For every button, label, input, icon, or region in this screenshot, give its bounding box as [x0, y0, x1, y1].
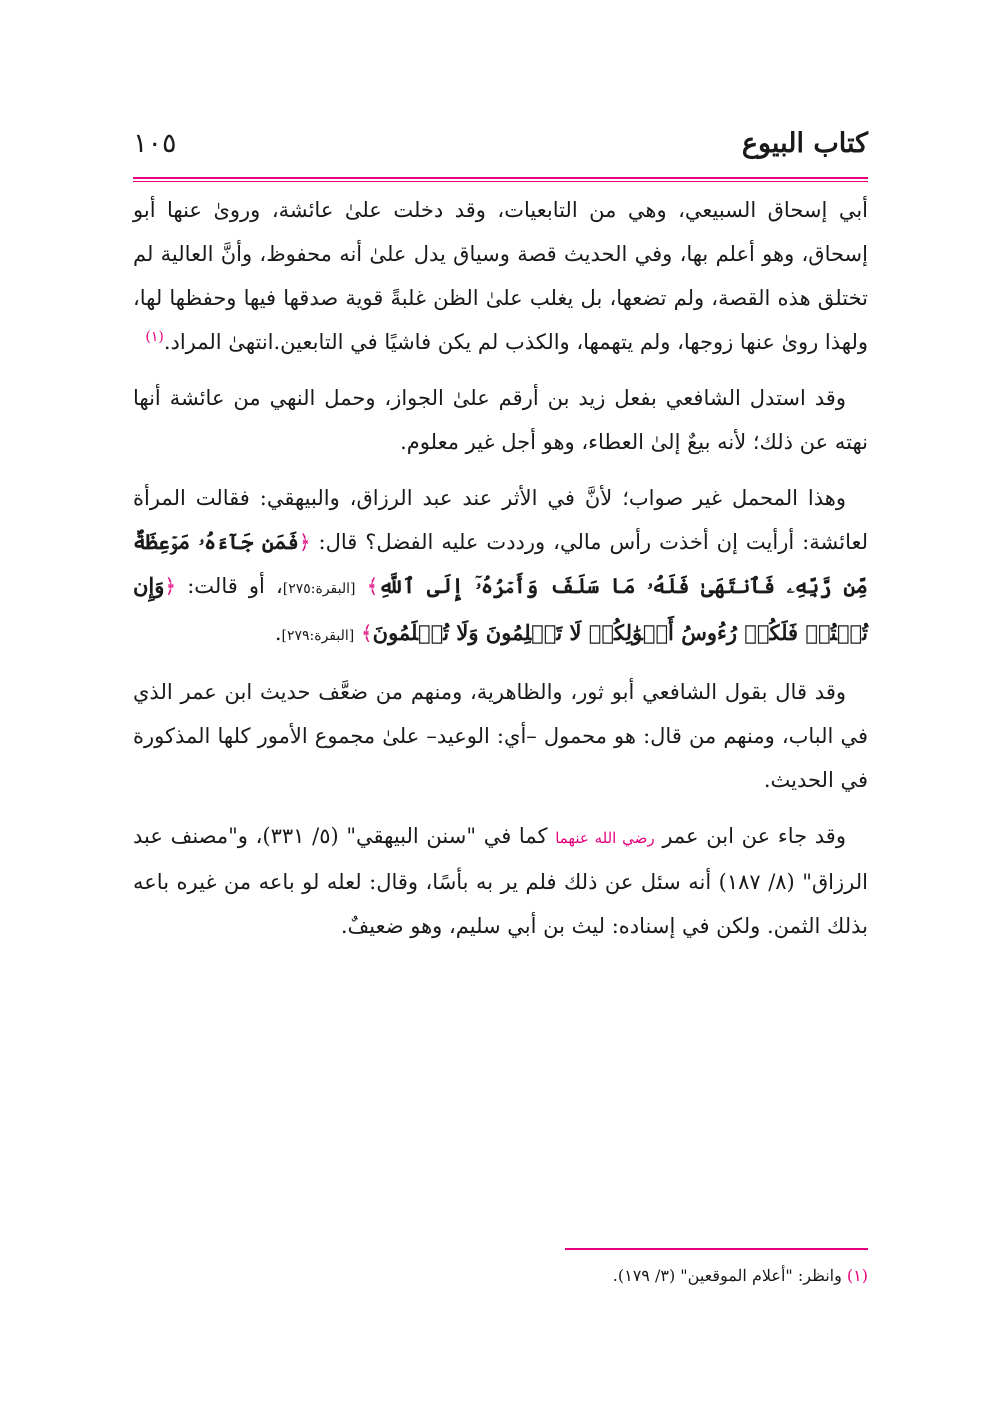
header-rule: [133, 177, 868, 182]
book-page: [133, 0, 868, 1418]
quran-bracket-open: ﴿: [164, 574, 177, 598]
footnote-text: وانظر: "أعلام الموقعين" (٣/ ١٧٩).: [612, 1266, 842, 1285]
verse-reference-1: [البقرة:٢٧٥]: [282, 581, 356, 597]
paragraph-5: وقد جاء عن ابن عمر رضي الله عنهما كما في "سنن البيهقي" (٥/ ٣٣١)، و"مصنف عبد الرزاق" (٨/ ١٨٧) أنه سئل عن ذلك فلم ير به بأسًا، وقال: لعله لو باعه من غيره باعه بذلك الثمن. ولكن في إسناده: ليث بن أبي سليم، وهو ضعيفٌ.: [133, 824, 868, 938]
page-header: [133, 128, 868, 172]
main-text: [133, 188, 868, 948]
footnote-marker: (١): [145, 329, 164, 345]
honorific-glyph: رضي الله عنهما: [555, 829, 655, 847]
footnote: [133, 1262, 868, 1290]
quran-verse-1: فَمَن جَآءَهُۥ مَوۡعِظَةٌ مِّن رَّبِّهِۦ فَٱنتَهَىٰ فَلَهُۥ مَا سَلَفَ وَأَمۡرُهُۥٓ إِلَى ٱللَّهِ: [133, 529, 868, 598]
footnote-rule: [565, 1248, 868, 1250]
quran-bracket-close: ﴾: [366, 574, 379, 598]
footnote-number: (١): [846, 1266, 868, 1285]
chapter-title: كتاب البيوع: [741, 128, 868, 159]
paragraph-1: أبي إسحاق السبيعي، وهي من التابعيات، وقد دخلت علىٰ عائشة، وروىٰ عنها أبو إسحاق، وهو أعلم بها، وفي الحديث قصة وسياق يدل علىٰ أنه محفوظ، وأنَّ العالية لم تختلق هذه القصة، ولم تضعها، بل يغلب علىٰ الظن غلبةً قوية صدقها فيها وحفظها لها، ولهذا روىٰ عنها زوجها، ولم يتهمها، والكذب لم يكن فاشيًا في التابعين.انتهىٰ المراد.$^{(١)}$: [133, 198, 868, 354]
paragraph-3: وهذا المحمل غير صواب؛ لأنَّ في الأثر عند عبد الرزاق، والبيهقي: فقالت المرأة لعائشة: أرأيت إن أخذت رأس مالي، ورددت عليه الفضل؟ قال: ﴿فَمَن جَآءَهُۥ مَوۡعِظَةٌ مِّن رَّبِّهِۦ فَٱنتَهَىٰ فَلَهُۥ مَا سَلَفَ وَأَمۡرُهُۥٓ إِلَى ٱللَّهِ﴾ [البقرة:٢٧٥]، أو قالت: ﴿وَإِن تُبۡتُمۡ فَلَكُمۡ رُءُوسُ أَمۡوَٰلِكُمۡ لَا تَظۡلِمُونَ وَلَا تُظۡلَمُونَ﴾ [البقرة:٢٧٩].: [133, 486, 868, 645]
paragraph-2: وقد استدل الشافعي بفعل زيد بن أرقم علىٰ الجواز، وحمل النهي من عائشة أنها نهته عن ذلك؛ لأنه بيعٌ إلىٰ العطاء، وهو أجل غير معلوم.: [133, 386, 868, 454]
page-number: ١٠٥: [133, 128, 177, 159]
quran-bracket-close: ﴾: [360, 621, 373, 645]
quran-verse-2: وَإِن تُبۡتُمۡ فَلَكُمۡ رُءُوسُ أَمۡوَٰلِكُمۡ لَا تَظۡلِمُونَ وَلَا تُظۡلَمُونَ: [133, 573, 868, 645]
paragraph-4: وقد قال بقول الشافعي أبو ثور، والظاهرية، ومنهم من ضعَّف حديث ابن عمر الذي في الباب، ومنهم من قال: هو محمول –أي: الوعيد– علىٰ مجموع الأمور كلها المذكورة في الحديث.: [133, 680, 868, 792]
verse-reference-2: [البقرة:٢٧٩]: [281, 628, 355, 644]
quran-bracket-open: ﴿: [298, 530, 311, 554]
